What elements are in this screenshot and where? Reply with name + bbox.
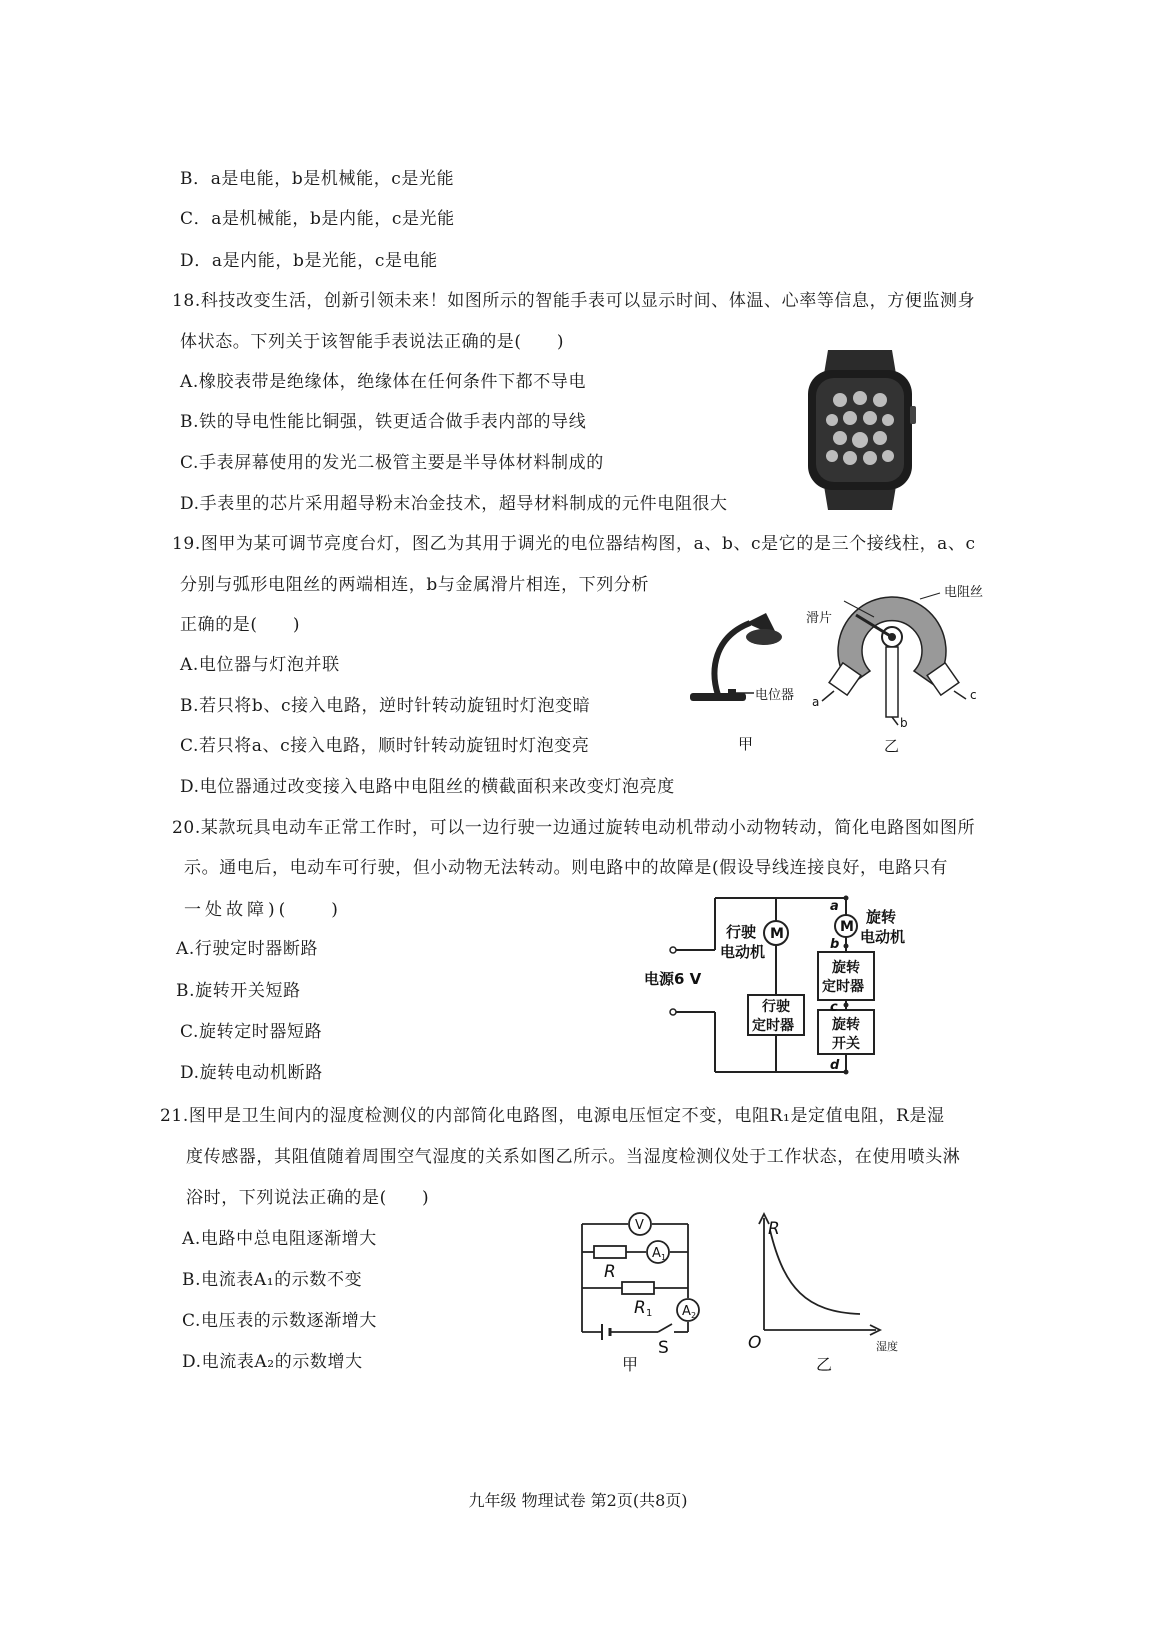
power-source-label: 电源6 V [644, 970, 702, 988]
humidity-figure [570, 1208, 920, 1383]
q21-option-c: C.电压表的示数逐渐增大 [182, 1311, 378, 1331]
graph-x-axis-label: 湿度 [876, 1340, 898, 1353]
ammeter-a2-subscript: 2 [691, 1311, 697, 1320]
q19-option-c: C.若只将a、c接入电路，顺时针转动旋钮时灯泡变亮 [180, 736, 590, 756]
q20-option-b: B.旋转开关短路 [176, 981, 301, 1001]
q20-option-d: D.旋转电动机断路 [180, 1063, 323, 1083]
terminal-a-label: a [812, 695, 820, 709]
ammeter-a1-subscript: 1 [661, 1253, 667, 1262]
q18-option-d: D.手表里的芯片采用超导粉末冶金技术，超导材料制成的元件电阻很大 [180, 494, 728, 514]
lamp-potentiometer-label: 电位器 [755, 688, 795, 703]
rotating-timer-label-2: 定时器 [822, 979, 864, 995]
drive-motor-label-2: 电动机 [720, 943, 766, 961]
point-c-label: c [830, 1000, 838, 1015]
drive-timer-label-2: 定时器 [752, 1018, 794, 1034]
q20-stem-line2: 示。通电后，电动车可行驶，但小动物无法转动。则电路中的故障是(假设导线连接良好，电路只有 [184, 858, 949, 878]
rotating-motor-label-1: 旋转 [866, 908, 897, 926]
page-footer: 九年级 物理试卷 第2页(共8页) [468, 1491, 688, 1510]
q21-stem-line3: 浴时，下列说法正确的是( ) [186, 1188, 430, 1208]
ammeter-a2-symbol: A [682, 1304, 691, 1319]
toy-car-circuit [640, 890, 940, 1080]
voltmeter-symbol: V [635, 1218, 644, 1233]
drive-timer-label-1: 行驶 [762, 999, 790, 1015]
q19-stem-line1: 19.图甲为某可调节亮度台灯，图乙为其用于调光的电位器结构图，a、b、c是它的是三个接线柱，a、c [172, 534, 976, 554]
q18-stem-line1: 18.科技改变生活，创新引领未来！如图所示的智能手表可以显示时间、体温、心率等信息，方便监测身 [172, 291, 976, 311]
point-d-label: d [830, 1058, 840, 1073]
rotating-motor-label-2: 电动机 [860, 928, 906, 946]
drive-motor-label-1: 行驶 [726, 923, 757, 941]
switch-s-label: S [658, 1338, 669, 1358]
point-b-label: b [830, 937, 840, 952]
fig-yi-label: 乙 [884, 737, 900, 755]
q20-option-a: A.行驶定时器断路 [176, 939, 319, 959]
q21-option-b: B.电流表A₁的示数不变 [182, 1270, 363, 1290]
q18-stem-line2: 体状态。下列关于该智能手表说法正确的是( ) [180, 332, 565, 352]
fig-jia-label-q21: 甲 [622, 1355, 639, 1374]
q19-option-a: A.电位器与灯泡并联 [180, 655, 340, 675]
q19-stem-line3: 正确的是( ) [180, 615, 301, 635]
rotating-switch-label-2: 开关 [832, 1036, 860, 1052]
smartwatch-figure [800, 350, 920, 510]
graph-origin-label: O [748, 1333, 762, 1353]
q21-option-a: A.电路中总电阻逐渐增大 [182, 1229, 377, 1249]
q17-option-b: B．a是电能，b是机械能，c是光能 [180, 169, 455, 189]
q18-option-a: A.橡胶表带是绝缘体，绝缘体在任何条件下都不导电 [180, 372, 587, 392]
rotating-motor-symbol: M [840, 919, 854, 935]
q20-option-c: C.旋转定时器短路 [180, 1022, 323, 1042]
resistance-wire-label: 电阻丝 [944, 585, 984, 600]
rotating-timer-label-1: 旋转 [832, 960, 860, 976]
graph-y-axis-label: R [768, 1219, 780, 1239]
resistor-r-label: R [604, 1262, 616, 1282]
resistor-r1-label: R [634, 1298, 646, 1318]
slider-label: 滑片 [806, 611, 833, 626]
potentiometer-diagram [822, 593, 966, 725]
fig-yi-label-q21: 乙 [816, 1355, 833, 1374]
q20-stem-line3: 一处故障)( ) [184, 900, 342, 920]
q21-stem-line1: 21.图甲是卫生间内的湿度检测仪的内部简化电路图，电源电压恒定不变，电阻R₁是定值电阻，R是湿 [160, 1106, 945, 1126]
terminal-c-label: c [970, 688, 977, 702]
q20-stem-line1: 20.某款玩具电动车正常工作时，可以一边行驶一边通过旋转电动机带动小动物转动，简化电路图如图所 [172, 818, 976, 838]
rotating-switch-label-1: 旋转 [832, 1017, 860, 1033]
point-a-label: a [830, 899, 839, 914]
q18-option-b: B.铁的导电性能比铜强，铁更适合做手表内部的导线 [180, 412, 587, 432]
drive-motor-symbol: M [770, 926, 784, 942]
potentiometer-figure [684, 575, 1004, 765]
q19-option-d: D.电位器通过改变接入电路中电阻丝的横截面积来改变灯泡亮度 [180, 777, 675, 797]
q21-option-d: D.电流表A₂的示数增大 [182, 1352, 363, 1372]
q19-option-b: B.若只将b、c接入电路，逆时针转动旋钮时灯泡变暗 [180, 696, 591, 716]
fig-jia-label: 甲 [738, 735, 754, 753]
q17-option-c: C．a是机械能，b是内能，c是光能 [180, 209, 455, 229]
q17-option-d: D．a是内能，b是光能，c是电能 [180, 251, 438, 271]
resistor-r1-subscript: 1 [646, 1308, 653, 1319]
q19-stem-line2: 分别与弧形电阻丝的两端相连，b与金属滑片相连，下列分析 [180, 575, 650, 595]
q21-stem-line2: 度传感器，其阻值随着周围空气湿度的关系如图乙所示。当湿度检测仪处于工作状态，在使用喷头淋 [186, 1147, 961, 1167]
ammeter-a1-symbol: A [652, 1246, 661, 1261]
terminal-b-label: b [900, 716, 908, 730]
q18-option-c: C.手表屏幕使用的发光二极管主要是半导体材料制成的 [180, 453, 604, 473]
